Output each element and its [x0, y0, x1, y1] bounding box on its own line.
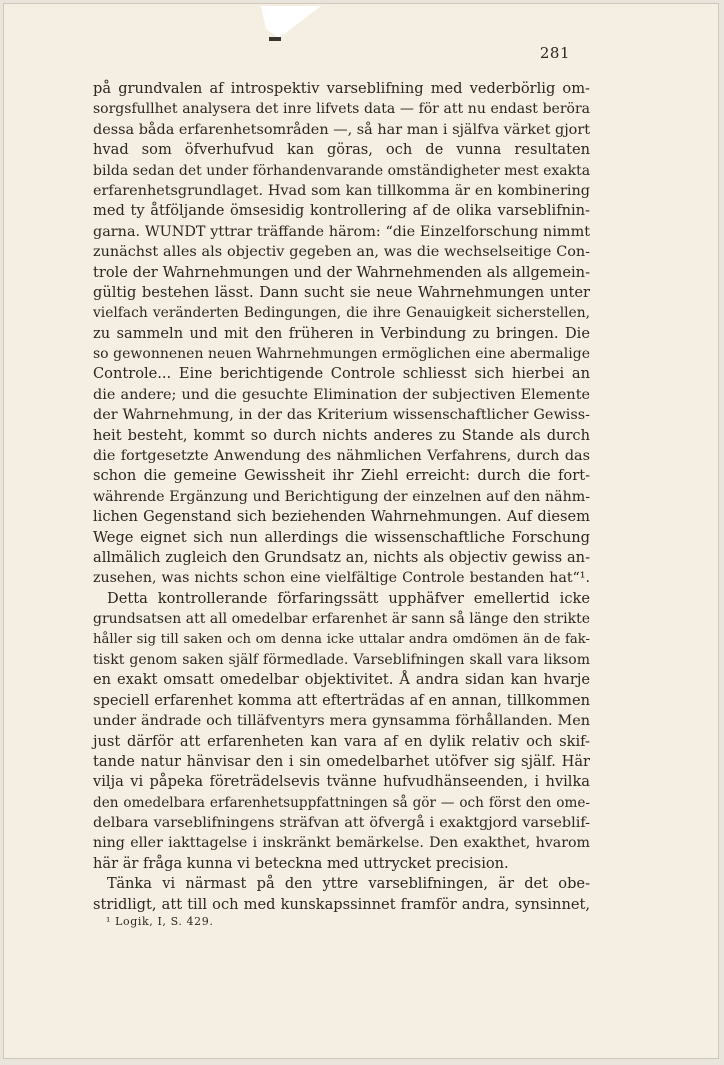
ink-mark	[269, 37, 281, 41]
text-line: den omedelbara erfarenhetsuppfattningen så gör — och först den ome-	[93, 794, 590, 811]
text-line: tiskt genom saken själf förmedlade. Varseblifningen skall vara liksom	[93, 651, 590, 668]
text-line: en exakt omsatt omedelbar objektivitet. Å andra sidan kan hvarje	[93, 671, 590, 689]
text-line: sorgsfullhet analysera det inre lifvets data — för att nu endast beröra	[93, 101, 590, 118]
text-line: zunächst alles als objectiv gegeben an, was die wechselseitige Con-	[93, 244, 590, 261]
text-line: allmälich zugleich den Grundsatz an, nichts als objectiv gewiss an-	[93, 548, 590, 566]
text-line: garna. WUNDT yttrar träffande härom: “die Einzelforschung nimmt	[93, 223, 590, 240]
text-line: erfarenhetsgrundlaget. Hvad som kan tillkomma är en kombinering	[93, 182, 590, 199]
text-line: währende Ergänzung und Berichtigung der einzelnen auf den nähm-	[93, 488, 590, 505]
text-line: vilja vi påpeka företrädelsevis tvänne hufvudhänseenden, i hvilka	[93, 773, 590, 791]
torn-corner	[261, 6, 321, 38]
text-line: zusehen, was nichts schon eine vielfältige Controle bestanden hat“¹.	[93, 570, 590, 587]
text-line: so gewonnenen neuen Wahrnehmungen ermöglichen eine abermalige	[93, 346, 590, 363]
text-line: gültig bestehen lässt. Dann sucht sie neue Wahrnehmungen unter	[93, 283, 590, 301]
text-line: trole der Wahrnehmungen und der Wahrnehmenden als allgemein-	[93, 263, 590, 281]
text-line: die andere; und die gesuchte Elimination der subjectiven Elemente	[93, 386, 590, 403]
text-line: med ty åtföljande ömsesidig kontrollering af de olika varseblifnin-	[93, 202, 590, 220]
text-line: delbara varseblifningens sträfvan att öfvergå i exaktgjord varseblif-	[93, 815, 590, 832]
page-number: 281	[539, 44, 570, 62]
text-line: die fortgesetzte Anwendung des nähmlichen Verfahrens, durch das	[93, 448, 590, 465]
text-line: ning eller iakttagelse i inskränkt bemärkelse. Den exakthet, hvarom	[93, 835, 590, 852]
body-text	[93, 79, 590, 915]
text-line: under ändrade och tilläfventyrs mera gynsamma förhållanden. Men	[93, 713, 590, 730]
text-line: hvad som öfverhufvud kan göras, och de vunna resultaten	[93, 141, 590, 159]
text-line: här är fråga kunna vi beteckna med uttrycket precision.	[93, 854, 509, 872]
text-line: tande natur hänvisar den i sin omedelbarhet utöfver sig själf. Här	[93, 752, 590, 770]
text-line: speciell erfarenhet komma att efterträdas af en annan, tillkommen	[93, 691, 590, 709]
text-line: dessa båda erfarenhetsområden —, så har man i själfva värket gjort	[93, 121, 590, 138]
text-line: schon die gemeine Gewissheit ihr Ziehl erreicht: durch die fort-	[93, 467, 590, 485]
text-line: grundsatsen att all omedelbar erfarenhet är sann så länge den strikte	[93, 611, 590, 628]
text-line: Tänka vi närmast på den yttre varseblifningen, är det obe-	[107, 875, 590, 893]
text-line: vielfach veränderten Bedingungen, die ihre Genauigkeit sicherstellen,	[93, 305, 590, 322]
text-line: håller sig till saken och om denna icke uttalar andra omdömen än de fak-	[93, 631, 590, 647]
text-line: Controle... Eine berichtigende Controle schliesst sich hierbei an	[93, 365, 590, 383]
text-line: bilda sedan det under förhandenvarande omständigheter mest exakta	[93, 162, 591, 179]
footnote: ¹ Logik, I, S. 429.	[106, 915, 214, 928]
text-line: på grundvalen af introspektiv varseblifning med vederbörlig om-	[93, 80, 590, 97]
text-line: just därför att erfarenheten kan vara af en dylik relativ och skif-	[93, 732, 590, 750]
text-line: stridligt, att till och med kunskapssinnet framför andra, synsinnet,	[93, 895, 590, 913]
text-line: Wege eignet sich nun allerdings die wissenschaftliche Forschung	[93, 528, 590, 546]
text-line: zu sammeln und mit den früheren in Verbindung zu bringen. Die	[93, 324, 590, 342]
text-line: lichen Gegenstand sich beziehenden Wahrnehmungen. Auf diesem	[93, 508, 590, 526]
text-line: heit besteht, kommt so durch nichts anderes zu Stande als durch	[93, 426, 590, 444]
text-line: der Wahrnehmung, in der das Kriterium wissenschaftlicher Gewiss-	[93, 407, 590, 424]
text-line: Detta kontrollerande förfaringssätt upphäfver emellertid icke	[107, 589, 590, 607]
